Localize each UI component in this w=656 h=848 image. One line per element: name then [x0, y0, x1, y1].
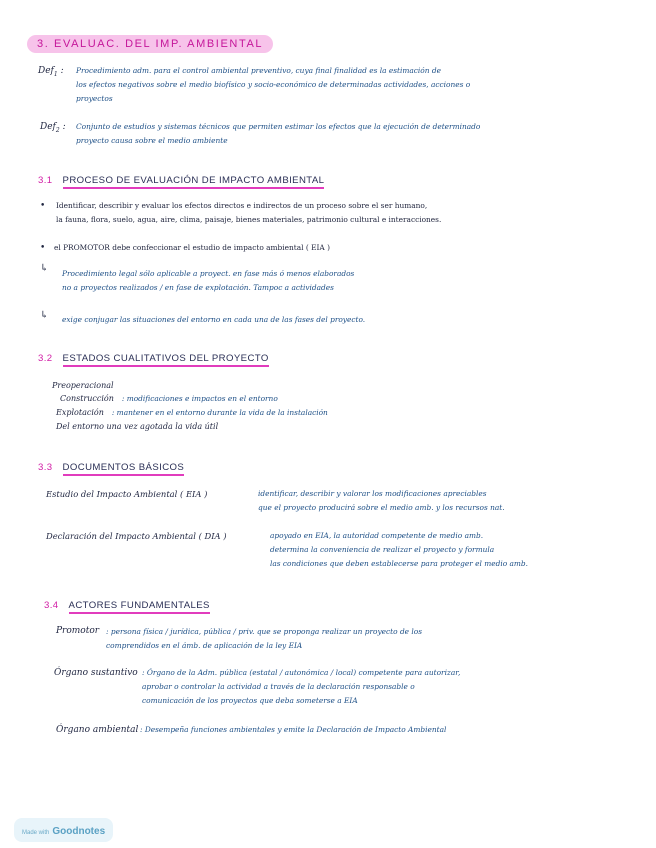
state-row-4: Del entorno una vez agotada la vida útil [56, 422, 219, 431]
dia-text: apoyado en EIA, la autoridad competente de medio amb. determina la conveniencia de realizar el proyecto y formula las condiciones que deben establecerse para proteger el medio amb. [270, 531, 529, 568]
s31-bullet-2: el PROMOTOR debe confeccionar el estudio de impacto ambiental ( EIA ) [54, 243, 330, 252]
state-row-3: Explotación : mantener en el entorno durante la vida de la instalación [56, 408, 328, 417]
def-2-label: Def$_2$ : [40, 122, 66, 134]
promotor-label: Promotor [56, 626, 100, 636]
section-3-1-heading: 3.1 PROCESO DE EVALUACIÓN DE IMPACTO AMBIENTAL [38, 175, 324, 186]
s31-arrow-2: exige conjugar las situaciones del entorno en cada una de las fases del proyecto. [62, 315, 366, 324]
section-3-4-heading: 3.4 ACTORES FUNDAMENTALES [44, 600, 210, 611]
promotor-text: : persona física / jurídica, pública / priv. que se proponga realizar un proyecto de los comprendidos en el ámb. de aplicación de la ley EIA [106, 627, 423, 650]
def-1-text: Procedimiento adm. para el control ambiental preventivo, cuya final finalidad es la estimación de los efectos negativos sobre el medio biofísico y socio-económico de determinadas actividades, acciones o proyectos [76, 66, 471, 103]
arrow-1-icon: ↳ [40, 263, 49, 274]
badge-large-text: Goodnotes [52, 826, 106, 837]
ambiental-label: Órgano ambiental [56, 725, 139, 735]
state-row-2: Construcción : modificaciones e impactos en el entorno [60, 394, 278, 403]
goodnotes-badge [14, 818, 113, 842]
s31-arrow-1: Procedimiento legal sólo aplicable a proyect. en fase más ó menos elaborados no a proyectos realizados / en fase de explotación. Tampoc a actividades [62, 269, 355, 292]
main-header: 3. EVALUAC. DEL IMP. AMBIENTAL [27, 35, 273, 53]
eia-text: identificar, describir y valorar los modificaciones apreciables que el proyecto producirá sobre el medio amb. y los recursos nat. [258, 489, 505, 512]
sustantivo-label: Órgano sustantivo [54, 668, 138, 678]
section-3-2-heading: 3.2 ESTADOS CUALITATIVOS DEL PROYECTO [38, 353, 269, 364]
def-2-text: Conjunto de estudios y sistemas técnicos que permiten estimar los efectos que la ejecución de determinado proyecto causa sobre el medio ambiente [76, 122, 481, 145]
sustantivo-text: : Órgano de la Adm. pública (estatal / autonómica / local) competente para autorizar, aprobar o controlar la actividad a través de la declaración responsable o comunicación de los proyectos que deba someterse a EIA [142, 668, 461, 705]
section-3-3-heading: 3.3 DOCUMENTOS BÁSICOS [38, 462, 184, 473]
dia-label: Declaración del Impacto Ambiental ( DIA ) [46, 531, 227, 541]
bullet-2-marker: • [40, 243, 46, 253]
state-row-1: Preoperacional [52, 381, 114, 390]
badge-small-text: Made with [22, 830, 50, 836]
ambiental-text: : Desempeña funciones ambientales y emite la Declaración de Impacto Ambiental [140, 725, 447, 734]
s31-bullet-1: Identificar, describir y evaluar los efectos directos e indirectos de un proceso sobre el ser humano, la fauna, flora, suelo, agua, aire, clima, paisaje, bienes materiales, patrimonio cultural e interacciones. [56, 201, 442, 224]
def-1-label: Def$_1$ : [38, 66, 64, 78]
eia-label: Estudio del Impacto Ambiental ( EIA ) [46, 489, 208, 499]
bullet-1-marker: • [40, 201, 46, 211]
arrow-2-icon: ↳ [40, 310, 49, 321]
